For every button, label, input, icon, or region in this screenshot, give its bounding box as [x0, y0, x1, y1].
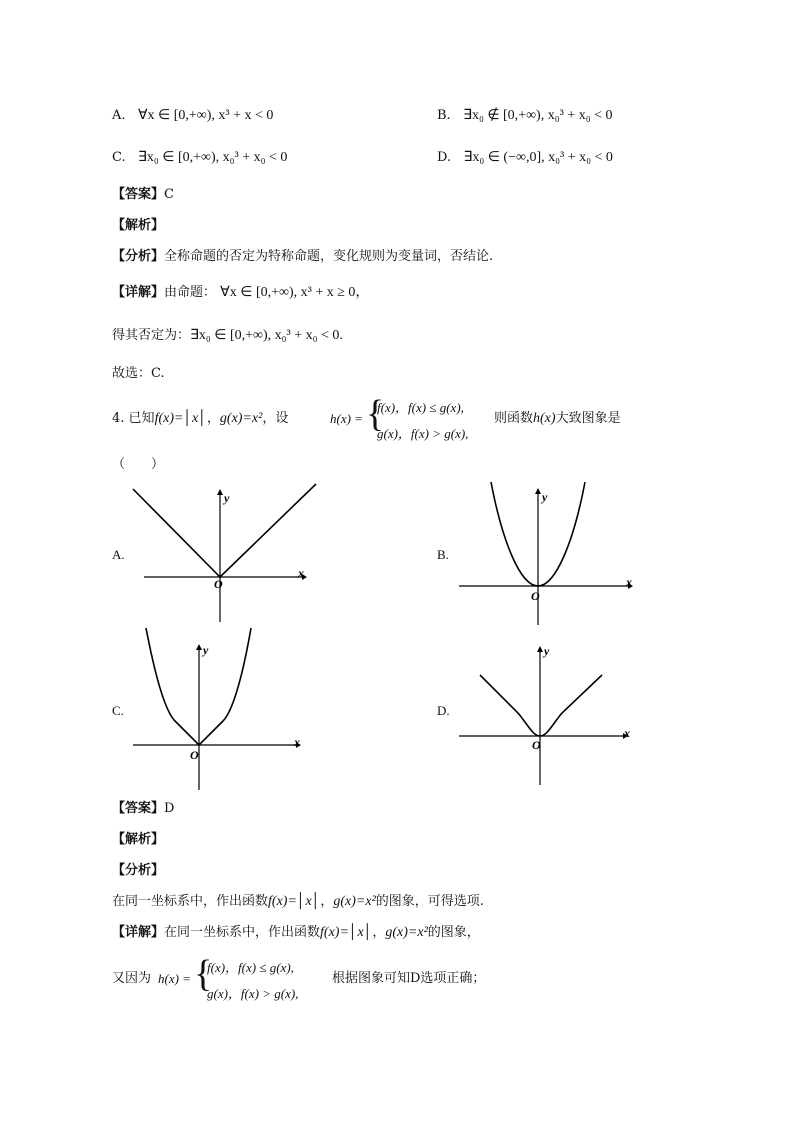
jiexi-tag: 【解析】: [112, 218, 165, 233]
negation-math: ∃x₀ ∈ [0,+∞), x₀³ + x₀ < 0.: [190, 328, 343, 343]
q4-analysis-heading: [112, 863, 164, 879]
graph-c-origin: O: [190, 748, 199, 762]
graph-a-y-label: y: [224, 491, 230, 505]
option-d-math: ∃x₀ ∈ (−∞,0], x₀³ + x₀ < 0: [463, 150, 613, 165]
graph-d-curve: [480, 675, 602, 736]
q4-answer-tag: 【答案】: [112, 801, 165, 816]
q4-jiexi-tag: 【解析】: [112, 832, 165, 847]
q4-analysis-f: f(x)=│x│: [268, 894, 321, 909]
graph-b-y-label: y: [542, 490, 548, 504]
q4-detail-a: 在同一坐标系中，作出函数: [164, 925, 321, 940]
q4-h-lhs: h(x) =: [330, 411, 363, 426]
detail-tag: 【详解】: [112, 285, 165, 300]
analysis-tag: 【分析】: [112, 249, 165, 264]
q4-analysis-line: [112, 894, 484, 910]
graph-d-x-label: x: [624, 726, 630, 740]
graph-d-y-arrow: [537, 646, 543, 652]
graph-d-y-label: y: [544, 644, 550, 658]
detail-math: ∀x ∈ [0,+∞), x³ + x ≥ 0，: [220, 285, 370, 300]
q4-also-brace: {: [194, 953, 213, 995]
q4-jiexi: [112, 832, 164, 848]
q4-detail-comma: ，: [372, 925, 386, 940]
q4-also-piece-1: f(x)，f(x) ≤ g(x),: [207, 960, 294, 975]
choice-label-b: B.: [437, 547, 449, 562]
q4-also-suffix: 根据图象可知D选项正确；: [332, 971, 486, 986]
q4-h-ref: h(x): [533, 411, 556, 426]
answer-tag: 【答案】: [112, 187, 165, 202]
option-d-label: D.: [437, 150, 452, 165]
q4-also-prefix: 又因为: [112, 971, 152, 986]
q4-also-h-lhs: h(x) =: [158, 971, 191, 986]
option-c-math: ∃x₀ ∈ [0,+∞), x₀³ + x₀ < 0: [138, 150, 288, 165]
q4-stem-d: 大致图象是: [555, 411, 621, 426]
q4-analysis-b: 的图象，可得选项.: [375, 894, 484, 909]
option-c-label: C.: [112, 150, 126, 165]
choice-label-a: A.: [112, 547, 125, 562]
graph-b-origin: O: [531, 589, 540, 603]
choose-text: 故选：C.: [112, 366, 165, 381]
negation-prefix: 得其否定为：: [112, 328, 191, 343]
q4-piece-1: f(x)，f(x) ≤ g(x),: [377, 400, 464, 415]
q4-detail-f: f(x)=│x│: [320, 925, 373, 940]
q4-stem-c: 则函数: [494, 411, 534, 426]
q4-brace: {: [366, 393, 385, 435]
q4-analysis-a: 在同一坐标系中，作出函数: [112, 894, 269, 909]
analysis-text: 全称命题的否定为特称命题，变化规则为变量词，否结论.: [164, 249, 494, 264]
q4-analysis-comma: ，: [320, 894, 334, 909]
graph-c-y-label: y: [203, 643, 209, 657]
answer-value: C: [164, 187, 174, 202]
q4-paren: （ ）: [112, 457, 165, 472]
q4-answer-value: D: [164, 801, 175, 816]
q4-analysis-g: g(x)=x²: [333, 894, 376, 909]
q4-stem-b: ，设: [262, 411, 289, 426]
q4-stem-a: 已知: [128, 411, 155, 426]
q4-detail-g: g(x)=x²: [385, 925, 428, 940]
option-a-math: ∀x ∈ [0,+∞), x³ + x < 0: [137, 108, 274, 123]
option-a-label: A.: [112, 108, 126, 123]
q4-also-piece-2: g(x)，f(x) > g(x),: [207, 986, 299, 1001]
detail-prefix: 由命题：: [164, 285, 217, 300]
graph-d-origin: O: [532, 738, 541, 752]
choice-label-c: C.: [112, 703, 124, 718]
q4-detail-tag: 【详解】: [112, 925, 165, 940]
q4-g-def: g(x)=x²: [219, 411, 263, 426]
q4-analysis-tag: 【分析】: [112, 863, 165, 878]
graph-a-x-label: x: [298, 566, 304, 580]
q4-detail-line: [112, 925, 480, 941]
graph-c-x-label: x: [294, 735, 300, 749]
q4-answer: [112, 801, 174, 817]
q4-piece-2: g(x)，f(x) > g(x),: [377, 426, 469, 441]
option-b-math: ∃x₀ ∉ [0,+∞), x₀³ + x₀ < 0: [463, 108, 613, 123]
graph-a-origin: O: [214, 577, 223, 591]
graph-b-x-label: x: [626, 575, 632, 589]
q4-comma: ，: [206, 411, 220, 426]
q4-detail-b: 的图象，: [427, 925, 480, 940]
q4-f-def: f(x)=│x│: [154, 411, 207, 426]
choice-label-d: D.: [437, 703, 450, 718]
option-b-label: B.: [437, 108, 451, 123]
q4-number: 4.: [112, 411, 125, 426]
